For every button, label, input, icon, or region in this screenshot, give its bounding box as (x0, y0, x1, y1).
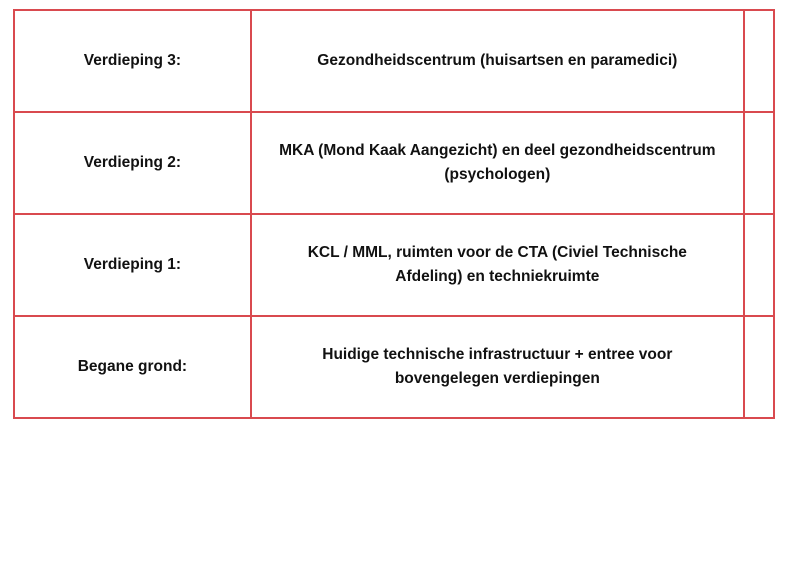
empty-cell (744, 214, 774, 316)
floor-description: KCL / MML, ruimten voor de CTA (Civiel Technische Afdeling) en techniekruimte (251, 214, 744, 316)
floor-label: Verdieping 1: (14, 214, 251, 316)
floor-description: MKA (Mond Kaak Aangezicht) en deel gezondheidscentrum (psychologen) (251, 112, 744, 214)
floor-description: Gezondheidscentrum (huisartsen en paramedici) (251, 10, 744, 112)
floor-label: Verdieping 3: (14, 10, 251, 112)
table-row (14, 112, 774, 214)
floor-label: Begane grond: (14, 316, 251, 418)
empty-cell (744, 112, 774, 214)
table-row (14, 316, 774, 418)
empty-cell (744, 316, 774, 418)
empty-cell (744, 10, 774, 112)
table-row (14, 214, 774, 316)
floor-label: Verdieping 2: (14, 112, 251, 214)
table-row (14, 10, 774, 112)
floor-table (13, 9, 775, 419)
floor-description: Huidige technische infrastructuur + entree voor bovengelegen verdiepingen (251, 316, 744, 418)
